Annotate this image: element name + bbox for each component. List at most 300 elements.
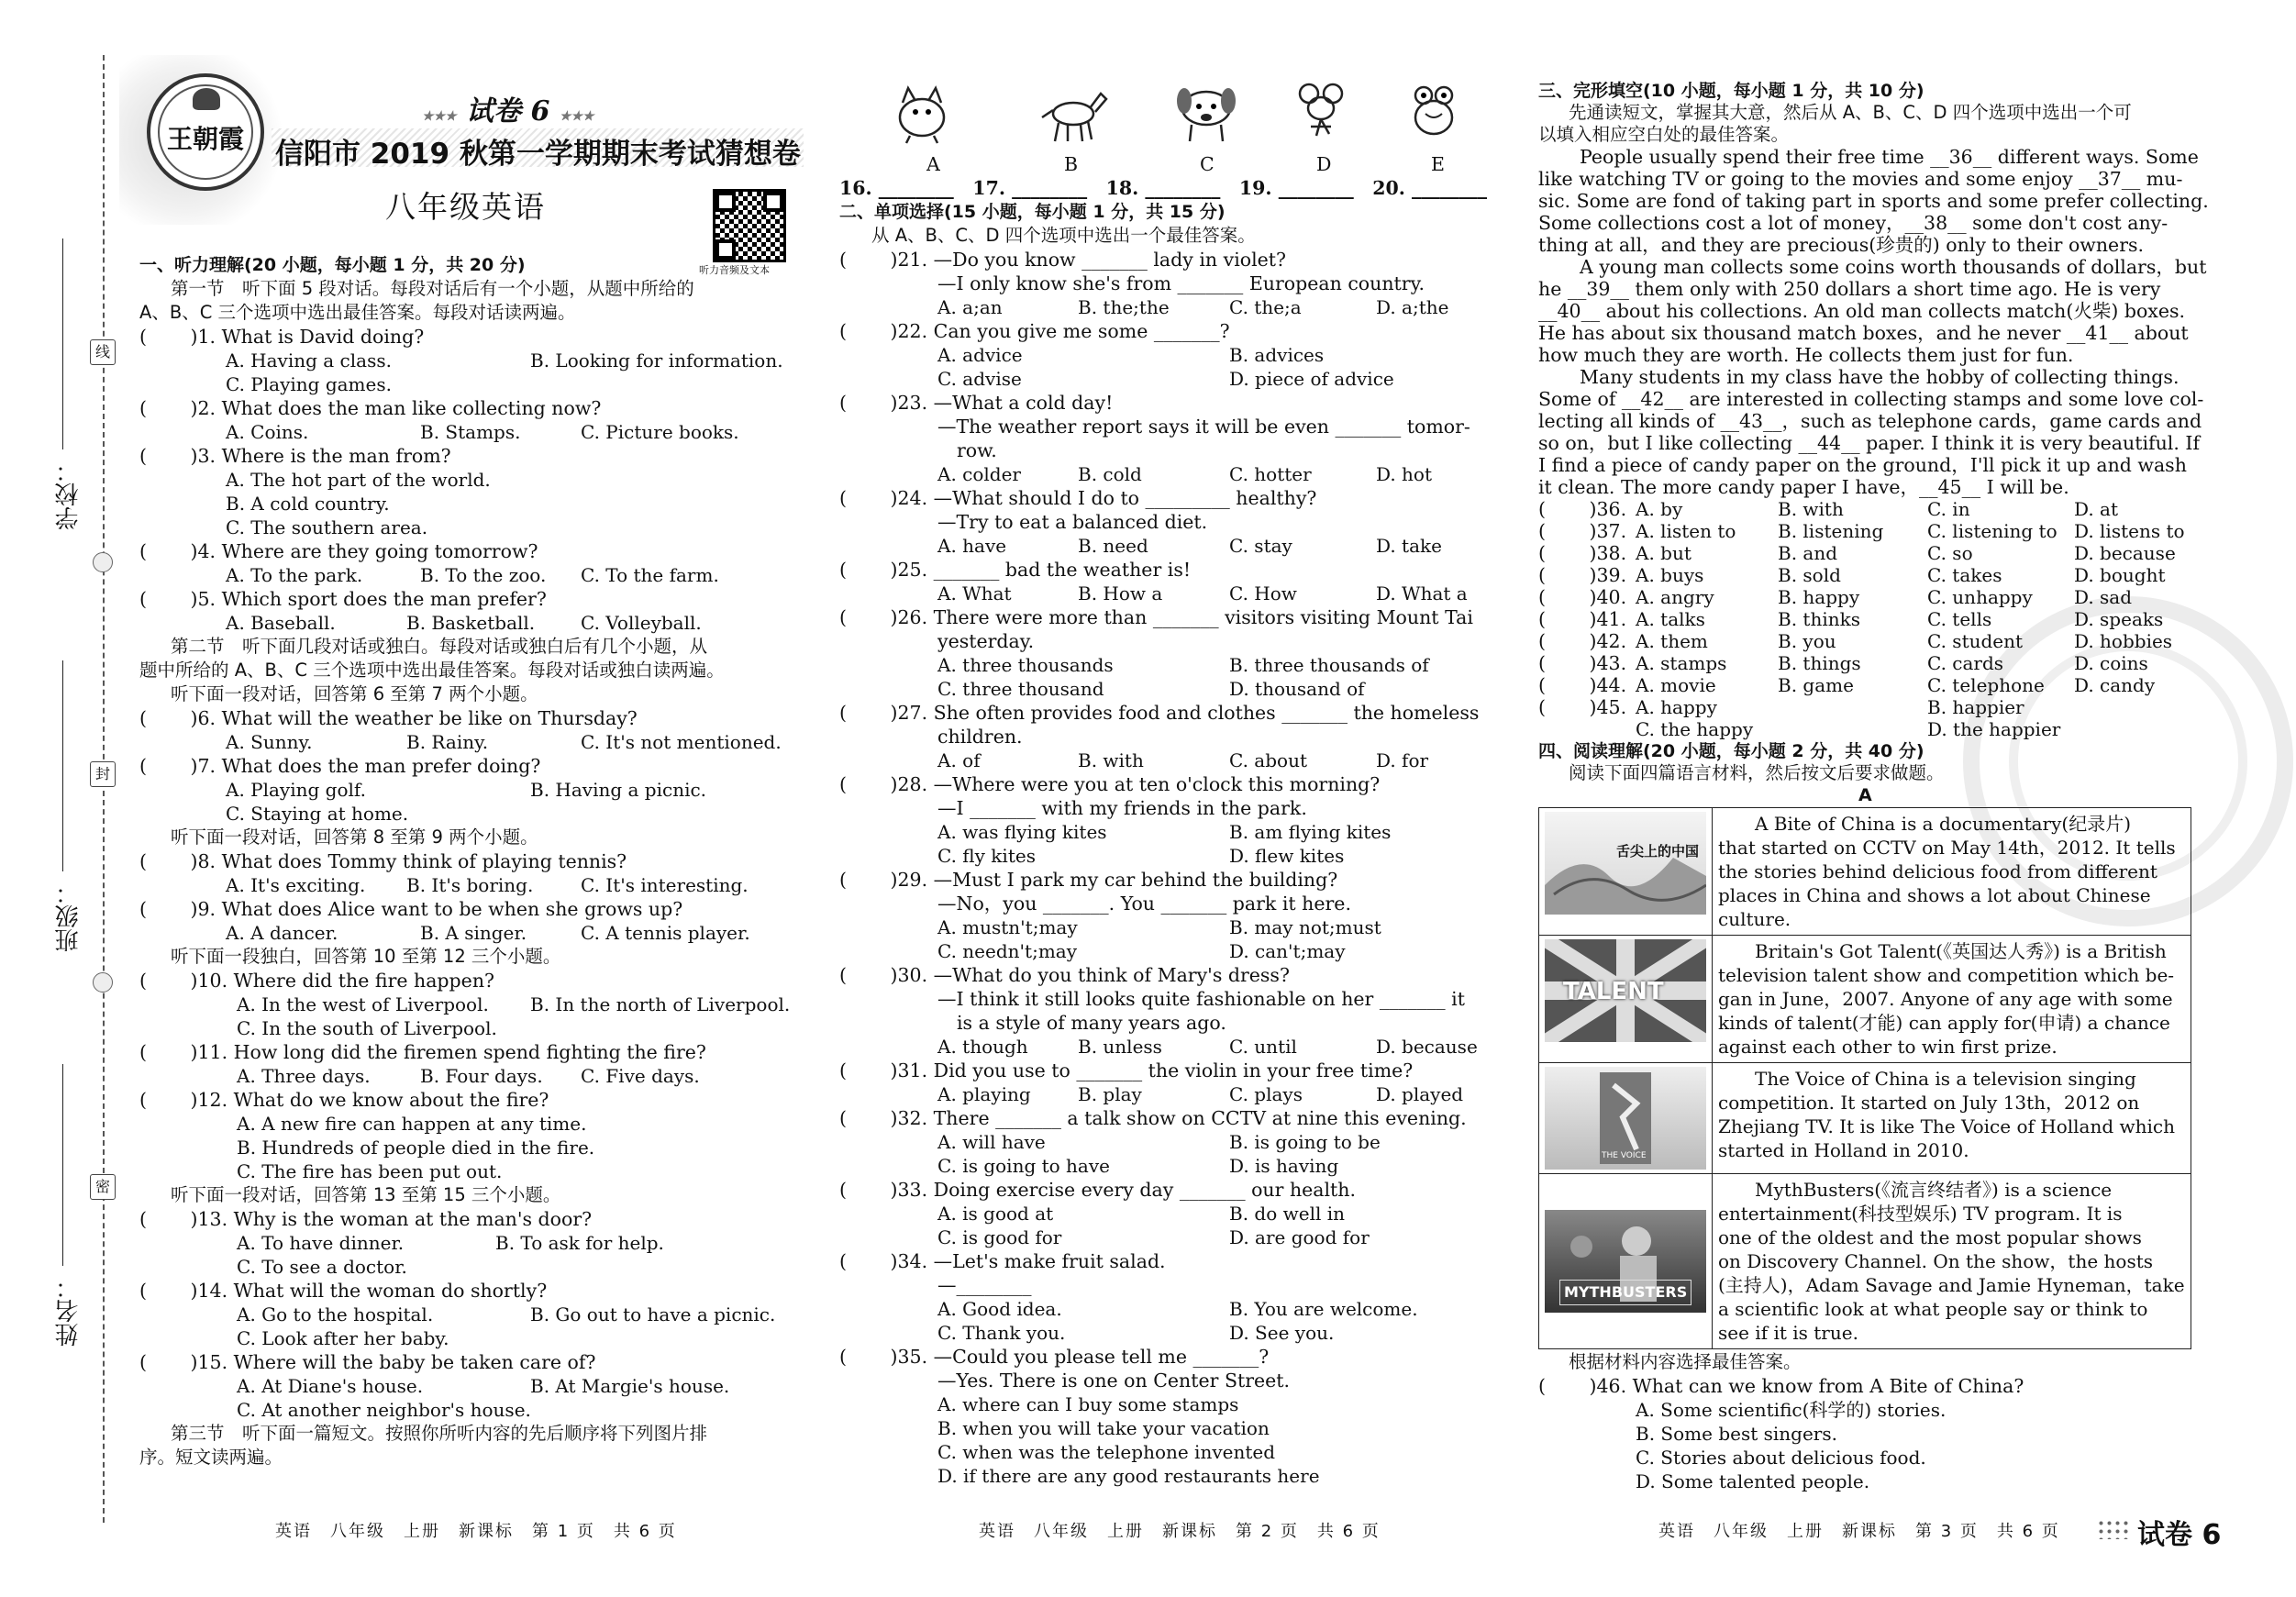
cartoon-animal-1-icon [890, 81, 954, 145]
program-description-cell [1713, 1174, 2191, 1349]
option[interactable]: B. A cold country. [226, 493, 390, 515]
option[interactable]: B. Hundreds of people died in the fire. [237, 1137, 595, 1159]
option[interactable]: D. hot [1376, 463, 1432, 485]
option[interactable]: A. colder [937, 463, 1021, 485]
option[interactable]: C. It's interesting. [581, 874, 749, 896]
cloze-line: A young man collects some coins worth thousands of dollars，but [1580, 256, 2207, 278]
text-line: a scientific look at what people say or think to [1718, 1298, 2148, 1320]
question-23-line3: row. [957, 439, 997, 461]
option[interactable]: A. Having a class. [226, 349, 392, 372]
class-label: 班级： [55, 881, 83, 952]
program-description-cell [1713, 1063, 2191, 1174]
cloze-question-42: ( )42. [1538, 630, 1627, 652]
option[interactable]: A. stamps [1636, 652, 1727, 674]
text-line: started in Holland in 2010. [1718, 1139, 1969, 1161]
option[interactable]: B. At Margie's house. [530, 1375, 730, 1397]
program-description-cell [1713, 936, 2191, 1063]
option[interactable]: D. take [1376, 535, 1442, 557]
option[interactable]: B. Looking for information. [530, 349, 783, 372]
option[interactable]: C. The fire has been put out. [237, 1160, 503, 1182]
option[interactable]: C. Stories about delicious food. [1636, 1447, 1926, 1469]
britains-got-talent-image: TALENT [1545, 939, 1706, 1042]
option[interactable]: C. is going to have [937, 1155, 1110, 1177]
option[interactable]: A. What [937, 582, 1012, 604]
option[interactable]: C. To the farm. [581, 564, 719, 586]
cloze-question-43: ( )43. [1538, 652, 1627, 674]
option[interactable]: C. Staying at home. [226, 803, 409, 825]
question-28-line2: —I _______ with my friends in the park. [937, 797, 1307, 819]
question-22: ( )22. Can you give me some _______? [839, 320, 1230, 342]
bite-of-china-image: 舌尖上的中国 [1545, 812, 1706, 915]
option[interactable]: B. play [1078, 1083, 1142, 1105]
question-14: ( )14. What will the woman do shortly? [139, 1280, 548, 1302]
option[interactable]: A. A new fire can happen at any time. [237, 1113, 587, 1135]
option[interactable]: B. do well in [1229, 1203, 1345, 1225]
seal-mark-1: 线 [90, 339, 116, 365]
cloze-line: People usually spend their free time __36__ different ways. Some [1580, 146, 2199, 168]
option[interactable]: A. Playing golf. [226, 779, 366, 801]
part1-instruction: 第一节 听下面 5 段对话。每段对话后有一个小题，从题中所给的 [171, 278, 694, 299]
frog-icon [1402, 81, 1466, 145]
option[interactable]: D. played [1376, 1083, 1464, 1105]
question-12: ( )12. What do we know about the fire? [139, 1089, 549, 1111]
sub-instruction: 听下面一段对话，回答第 8 至第 9 两个小题。 [171, 826, 538, 848]
reading-material-table [1538, 807, 2191, 1349]
option[interactable]: A. was flying kites [937, 821, 1107, 843]
option[interactable]: D. listens to [2074, 520, 2185, 542]
option[interactable]: B. In the north of Liverpool. [530, 993, 791, 1015]
question-24-line2: —Try to eat a balanced diet. [937, 511, 1208, 533]
option[interactable]: D. at [2074, 498, 2118, 520]
option[interactable]: B. sold [1778, 564, 1841, 586]
logo-text: 王朝霞 [166, 124, 244, 154]
question-31: ( )31. Did you use to _______ the violin in your free time? [839, 1059, 1414, 1081]
option[interactable]: B. need [1078, 535, 1148, 557]
section-3-title: 三、完形填空(10 小题，每小题 1 分，共 10 分) [1538, 81, 1924, 101]
sub-instruction: 听下面一段独白，回答第 10 至第 12 三个小题。 [171, 946, 561, 967]
school-label: 学校： [55, 459, 83, 530]
option[interactable]: C. Five days. [581, 1065, 700, 1087]
option[interactable]: A. A dancer. [226, 922, 338, 944]
corner-series-label: 试卷 6 [2137, 1519, 2222, 1551]
option[interactable]: C. To see a doctor. [237, 1256, 407, 1278]
option[interactable]: A. Baseball. [226, 612, 336, 634]
option[interactable]: C. the;a [1229, 296, 1302, 318]
section-2-instruction: 从 A、B、C、D 四个选项中选出一个最佳答案。 [871, 225, 1256, 246]
binding-dashed-line [103, 55, 105, 1523]
option[interactable]: A. In the west of Liverpool. [237, 993, 489, 1015]
option[interactable]: A. happy [1636, 696, 1717, 718]
option[interactable]: D. the happier [1927, 718, 2061, 740]
qr-code[interactable] [713, 189, 786, 262]
picture-label: A [926, 153, 940, 175]
option[interactable]: A. three thousands [937, 654, 1114, 676]
seal-mark-3: 密 [90, 1174, 116, 1200]
cloze-line: he __39__ them only with 250 dollars a short time ago. He is very [1538, 278, 2161, 300]
subject-title: 八年级英语 [385, 189, 546, 225]
option[interactable]: D. Some talented people. [1636, 1470, 1870, 1492]
option[interactable]: C. At another neighbor's house. [237, 1399, 531, 1421]
option[interactable]: A. Three days. [237, 1065, 371, 1087]
cloze-question-41: ( )41. [1538, 608, 1627, 630]
section-1-title: 一、听力理解(20 小题，每小题 1 分，共 20 分) [139, 255, 526, 275]
part3-instruction-cont: 序。短文读两遍。 [139, 1447, 283, 1468]
option[interactable]: D. because [2074, 542, 2176, 564]
option[interactable]: B. Some best singers. [1636, 1423, 1837, 1445]
option[interactable]: D. coins [2074, 652, 2148, 674]
option[interactable]: A. Good idea. [937, 1298, 1062, 1320]
cloze-line: Some collections cost a lot of money，__38__ some don't cost any- [1538, 212, 2168, 234]
text-line: culture. [1718, 908, 1791, 930]
option[interactable]: C. A tennis player. [581, 922, 750, 944]
option[interactable]: A. them [1636, 630, 1708, 652]
option[interactable]: C. is good for [937, 1226, 1062, 1248]
cloze-line: Some of __42__ are interested in collecting stamps and some love col- [1538, 388, 2204, 410]
option[interactable]: D. See you. [1229, 1322, 1335, 1344]
question-27: ( )27. She often provides food and clothes _______ the homeless [839, 702, 1480, 724]
mouse-icon [1289, 81, 1353, 145]
option[interactable]: D. piece of advice [1229, 368, 1394, 390]
option[interactable]: A. a;an [937, 296, 1003, 318]
option[interactable]: B. am flying kites [1229, 821, 1392, 843]
question-1: ( )1. What is David doing? [139, 326, 425, 348]
option[interactable]: C. fly kites [937, 845, 1036, 867]
question-21: ( )21. —Do you know _______ lady in violet? [839, 249, 1287, 271]
cloze-line: He has about six thousand match boxes，and he never __41__ about [1538, 322, 2189, 344]
option[interactable]: B. is going to be [1229, 1131, 1381, 1153]
text-line: A Bite of China is a documentary(纪录片) [1755, 813, 2131, 835]
option[interactable]: C. in [1927, 498, 1970, 520]
series-label: ★★★ 试卷 6 ★★★ [422, 95, 594, 128]
option[interactable]: B. Basketball. [406, 612, 536, 634]
option[interactable]: C. How [1229, 582, 1297, 604]
option[interactable]: A. Some scientific(科学的) stories. [1636, 1399, 1947, 1421]
question-13: ( )13. Why is the woman at the man's door? [139, 1208, 593, 1230]
option[interactable]: C. Playing games. [226, 373, 392, 395]
option[interactable]: C. tells [1927, 608, 1992, 630]
school-field[interactable] [62, 238, 63, 449]
option[interactable]: A. To have dinner. [237, 1232, 405, 1254]
table-row [1539, 1174, 2191, 1349]
option[interactable]: A. where can I buy some stamps [937, 1393, 1239, 1415]
section-3-instruction-cont: 以填入相应空白处的最佳答案。 [1538, 124, 1790, 145]
star-icon: ★★★ [559, 109, 594, 124]
seal-mark-2: 封 [90, 761, 116, 787]
cloze-question-44: ( )44. [1538, 674, 1627, 696]
question-46: ( )46. What can we know from A Bite of China? [1538, 1375, 2024, 1397]
question-25: ( )25. _______ bad the weather is! [839, 559, 1192, 581]
option[interactable]: A. listen to [1636, 520, 1736, 542]
option[interactable]: A. Coins. [226, 421, 309, 443]
text-line: kinds of talent(才能) can apply for(申请) a chance [1718, 1012, 2170, 1034]
question-11: ( )11. How long did the firemen spend fighting the fire? [139, 1041, 706, 1063]
question-7: ( )7. What does the man prefer doing? [139, 755, 541, 777]
option[interactable]: D. speaks [2074, 608, 2164, 630]
option[interactable]: C. Look after her baby. [237, 1327, 449, 1349]
section-2-title: 二、单项选择(15 小题，每小题 1 分，共 15 分) [839, 202, 1226, 222]
option[interactable]: C. In the south of Liverpool. [237, 1017, 497, 1039]
option[interactable]: D. What a [1376, 582, 1468, 604]
option[interactable]: C. when was the telephone invented [937, 1441, 1276, 1463]
question-10: ( )10. Where did the fire happen? [139, 970, 495, 992]
option[interactable]: D. if there are any good restaurants here [937, 1465, 1320, 1487]
option[interactable]: A. It's exciting. [226, 874, 366, 896]
part1-instruction-cont: A、B、C 三个选项中选出最佳答案。每段对话读两遍。 [139, 302, 576, 323]
question-35: ( )35. —Could you please tell me _______? [839, 1346, 1270, 1368]
question-28: ( )28. —Where were you at ten o'clock this morning? [839, 773, 1381, 795]
option[interactable]: B. To ask for help. [495, 1232, 664, 1254]
text-line: see if it is true. [1718, 1322, 1858, 1344]
table-row [1539, 936, 2191, 1063]
page-footer: 英语 八年级 上册 新课标 第 2 页 共 6 页 [979, 1522, 1381, 1541]
part3-instruction: 第三节 听下面一篇短文。按照你所听内容的先后顺序将下列图片排 [171, 1423, 708, 1444]
picture-label: C [1200, 153, 1215, 175]
question-29-line2: —No，you _______. You _______ park it here. [937, 893, 1351, 915]
option[interactable]: C. unhappy [1927, 586, 2033, 608]
cloze-line: I find a piece of candy paper on the ground，I'll pick it up and wash [1538, 454, 2187, 476]
option[interactable]: B. advices [1229, 344, 1325, 366]
question-30-line2: —I think it still looks quite fashionable on her _______ it [937, 988, 1465, 1010]
program-image-cell [1539, 808, 1713, 936]
qr-caption: 听力音频及文本 [699, 264, 770, 276]
option[interactable]: D. a;the [1376, 296, 1449, 318]
option[interactable]: D. bought [2074, 564, 2166, 586]
option[interactable]: C. the happy [1636, 718, 1754, 740]
option[interactable]: B. Four days. [420, 1065, 543, 1087]
option[interactable]: B. game [1778, 674, 1854, 696]
option[interactable]: A. mustn't;may [937, 916, 1078, 938]
option[interactable]: C. Picture books. [581, 421, 739, 443]
option[interactable]: C. Volleyball. [581, 612, 702, 634]
option[interactable]: C. The southern area. [226, 516, 428, 538]
cloze-line: like watching TV or going to the movies and some enjoy __37__ mu- [1538, 168, 2183, 190]
part2-instruction-cont: 题中所给的 A、B、C 三个选项中选出最佳答案。每段对话或独白读两遍。 [139, 660, 725, 681]
option[interactable]: A. To the park. [226, 564, 363, 586]
option[interactable]: C. until [1229, 1036, 1297, 1058]
option[interactable]: B. when you will take your vacation [937, 1417, 1270, 1439]
table-row [1539, 808, 2191, 936]
sub-instruction: 听下面一段对话，回答第 6 至第 7 两个小题。 [171, 683, 538, 704]
program-image-cell [1539, 1174, 1713, 1349]
question-21-line2: —I only know she's from _______ European country. [937, 272, 1425, 294]
option[interactable]: C. about [1229, 749, 1307, 771]
binding-circle-2 [93, 972, 113, 993]
option[interactable]: A. Go to the hospital. [237, 1303, 434, 1325]
text-line: the stories behind delicious food from different [1718, 860, 2157, 882]
option[interactable]: C. telephone [1927, 674, 2045, 696]
name-field[interactable] [62, 1064, 63, 1266]
option[interactable]: B. You are welcome. [1229, 1298, 1418, 1320]
option[interactable]: A. talks [1636, 608, 1705, 630]
option[interactable]: A. Sunny. [226, 731, 313, 753]
option[interactable]: C. hotter [1229, 463, 1312, 485]
option[interactable]: C. cards [1927, 652, 2004, 674]
option[interactable]: D. are good for [1229, 1226, 1370, 1248]
option[interactable]: B. and [1778, 542, 1838, 564]
program-description-cell [1713, 808, 2191, 936]
question-29: ( )29. —Must I park my car behind the building? [839, 869, 1338, 891]
option[interactable]: B. with [1078, 749, 1144, 771]
picture-label: D [1316, 153, 1332, 175]
option[interactable]: D. for [1376, 749, 1429, 771]
option[interactable]: B. unless [1078, 1036, 1162, 1058]
cloze-line: how much they are worth. He collects them just for fun. [1538, 344, 2074, 366]
option[interactable]: B. may not;must [1229, 916, 1381, 938]
question-34-line2: —________ [937, 1274, 1032, 1296]
question-35-line2: —Yes. There is one on Center Street. [937, 1370, 1291, 1392]
option[interactable]: A. The hot part of the world. [226, 469, 491, 491]
voice-of-china-image: THE VOICE [1545, 1067, 1706, 1170]
option[interactable]: D. hobbies [2074, 630, 2173, 652]
section-4-instruction: 阅读下面四篇语言材料，然后按文后要求做题。 [1569, 762, 1945, 783]
section-4-title: 四、阅读理解(20 小题，每小题 2 分，共 40 分) [1538, 741, 1924, 761]
question-24: ( )24. —What should I do to _________ healthy? [839, 487, 1317, 509]
option[interactable]: C. It's not mentioned. [581, 731, 782, 753]
option[interactable]: D. can't;may [1229, 940, 1346, 962]
option[interactable]: A. of [937, 749, 981, 771]
option[interactable]: B. with [1778, 498, 1844, 520]
text-line: MythBusters(《流言终结者》) is a science [1755, 1179, 2113, 1201]
program-image-cell [1539, 936, 1713, 1063]
option[interactable]: C. advise [937, 368, 1022, 390]
cloze-line: __40__ about his collections. An old man collects match(火柴) boxes. [1538, 300, 2186, 322]
option[interactable]: C. takes [1927, 564, 2002, 586]
part2-instruction: 第二节 听下面几段对话或独白。每段对话或独白后有几个小题，从 [171, 636, 708, 657]
exam-title: 信阳市 2019 秋第一学期期末考试猜想卷 [275, 138, 801, 171]
option[interactable]: B. things [1778, 652, 1861, 674]
dog-icon [1170, 81, 1243, 145]
option[interactable]: A. angry [1636, 586, 1714, 608]
text-line: (主持人)，Adam Savage and Jamie Hyneman，take [1718, 1274, 2185, 1296]
cloze-line: lecting all kinds of __43__，such as telephone cards，game cards and [1538, 410, 2202, 432]
text-line: gan in June，2007. Anyone of any age with some [1718, 988, 2173, 1010]
option[interactable]: B. you [1778, 630, 1836, 652]
option[interactable]: D. flew kites [1229, 845, 1345, 867]
option[interactable]: C. plays [1229, 1083, 1303, 1105]
option[interactable]: A. but [1636, 542, 1691, 564]
option[interactable]: C. three thousand [937, 678, 1104, 700]
option[interactable]: D. because [1376, 1036, 1478, 1058]
text-line: entertainment(科技型娱乐) TV program. It is [1718, 1203, 2123, 1225]
section-3-instruction: 先通读短文，掌握其大意，然后从 A、B、C、D 四个选项中选出一个可 [1569, 102, 2132, 123]
option[interactable]: A. advice [937, 344, 1023, 366]
page-footer: 英语 八年级 上册 新课标 第 3 页 共 6 页 [1658, 1522, 2060, 1541]
option[interactable]: A. buys [1636, 564, 1704, 586]
text-line: Britain's Got Talent(《英国达人秀》) is a British [1755, 940, 2167, 962]
option[interactable]: B. listening [1778, 520, 1884, 542]
question-26-line2: yesterday. [937, 630, 1035, 652]
option[interactable]: C. student [1927, 630, 2024, 652]
option[interactable]: C. so [1927, 542, 1973, 564]
question-15: ( )15. Where will the baby be taken care of? [139, 1351, 596, 1373]
option[interactable]: A. At Diane's house. [237, 1375, 424, 1397]
cloze-line: sic. Some are fond of taking part in sports and some prefer collecting. [1538, 190, 2209, 212]
option[interactable]: A. will have [937, 1131, 1046, 1153]
question-23-line2: —The weather report says it will be even _______ tomor- [937, 416, 1470, 438]
option[interactable]: B. How a [1078, 582, 1163, 604]
question-33: ( )33. Doing exercise every day _______ our health. [839, 1179, 1357, 1201]
option[interactable]: C. Thank you. [937, 1322, 1066, 1344]
picture-label: B [1064, 153, 1079, 175]
question-26: ( )26. There were more than _______ visitors visiting Mount Tai [839, 606, 1473, 628]
option[interactable]: C. needn't;may [937, 940, 1078, 962]
option[interactable]: B. thinks [1778, 608, 1860, 630]
program-image-cell [1539, 1063, 1713, 1174]
cloze-line: it clean. The more candy paper I have，__45__ I will be. [1538, 476, 2069, 498]
horse-icon [1037, 81, 1110, 145]
question-3: ( )3. Where is the man from? [139, 445, 451, 467]
option[interactable]: B. cold [1078, 463, 1142, 485]
question-34: ( )34. —Let's make fruit salad. [839, 1250, 1166, 1272]
option[interactable]: B. happier [1927, 696, 2024, 718]
reading-instruction: 根据材料内容选择最佳答案。 [1569, 1351, 1802, 1372]
option[interactable]: D. sad [2074, 586, 2133, 608]
sub-instruction: 听下面一段对话，回答第 13 至第 15 三个小题。 [171, 1184, 561, 1205]
cloze-question-40: ( )40. [1538, 586, 1627, 608]
table-row [1539, 1063, 2191, 1174]
order-answer-line[interactable]: 16. ________ 17. ________ 18. ________ 19. ________ 20. ________ [839, 177, 1488, 199]
corner-dots-icon [2097, 1519, 2130, 1539]
text-line: places in China and shows a lot about Chinese [1718, 884, 2151, 906]
question-32: ( )32. There _______ a talk show on CCTV at nine this evening. [839, 1107, 1467, 1129]
cloze-line: so on，but I like collecting __44__ paper. I think it is very beautiful. If [1538, 432, 2201, 454]
text-line: that started on CCTV on May 14th，2012. It tells [1718, 837, 2176, 859]
option[interactable]: B. three thousands of [1229, 654, 1429, 676]
picture-label: E [1431, 153, 1445, 175]
question-30-line3: is a style of many years ago. [957, 1012, 1226, 1034]
class-field[interactable] [62, 660, 63, 871]
option[interactable]: B. Stamps. [420, 421, 521, 443]
option[interactable]: C. listening to [1927, 520, 2058, 542]
option[interactable]: D. thousand of [1229, 678, 1365, 700]
question-2: ( )2. What does the man like collecting now? [139, 397, 602, 419]
page-footer: 英语 八年级 上册 新课标 第 1 页 共 6 页 [275, 1522, 677, 1541]
cloze-question-36: ( )36. [1538, 498, 1627, 520]
option[interactable]: C. stay [1229, 535, 1292, 557]
option[interactable]: B. To the zoo. [420, 564, 547, 586]
option[interactable]: B. A singer. [420, 922, 527, 944]
logo-seal [147, 73, 264, 191]
option[interactable]: A. is good at [937, 1203, 1054, 1225]
binding-circle-1 [93, 552, 113, 572]
option[interactable]: B. It's boring. [406, 874, 534, 896]
option[interactable]: A. playing [937, 1083, 1031, 1105]
question-9: ( )9. What does Alice want to be when she grows up? [139, 898, 683, 920]
option[interactable]: B. Having a picnic. [530, 779, 707, 801]
option[interactable]: B. Go out to have a picnic. [530, 1303, 776, 1325]
text-line: Zhejiang TV. It is like The Voice of Holland which [1718, 1115, 2175, 1137]
option[interactable]: A. movie [1636, 674, 1716, 696]
cloze-question-45: ( )45. [1538, 696, 1627, 718]
question-23: ( )23. —What a cold day! [839, 392, 1114, 414]
question-5: ( )5. Which sport does the man prefer? [139, 588, 547, 610]
option[interactable]: A. by [1636, 498, 1683, 520]
option[interactable]: D. candy [2074, 674, 2156, 696]
option[interactable]: B. happy [1778, 586, 1860, 608]
text-line: competition. It started on July 13th，2012 on [1718, 1092, 2140, 1114]
logo-crest-icon [193, 88, 220, 110]
option[interactable]: D. is having [1229, 1155, 1339, 1177]
question-4: ( )4. Where are they going tomorrow? [139, 540, 538, 562]
option[interactable]: B. the;the [1078, 296, 1170, 318]
name-label: 姓名： [55, 1275, 83, 1347]
question-6: ( )6. What will the weather be like on Thursday? [139, 707, 638, 729]
option[interactable]: B. Rainy. [406, 731, 489, 753]
option[interactable]: A. though [937, 1036, 1028, 1058]
cloze-question-38: ( )38. [1538, 542, 1627, 564]
option[interactable]: A. have [937, 535, 1007, 557]
cloze-line: thing at all，and they are precious(珍贵的) only to their owners. [1538, 234, 2145, 256]
